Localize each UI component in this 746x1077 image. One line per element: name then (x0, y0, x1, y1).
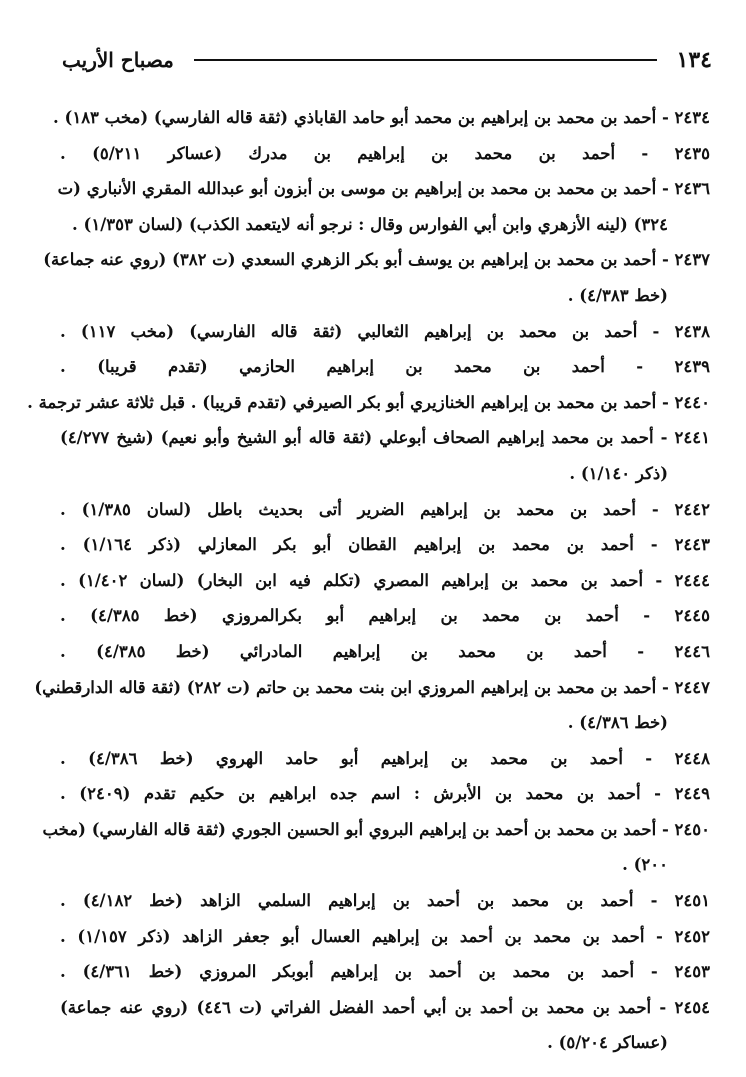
entry-line: ٢٤٣٤ - أحمد بن محمد بن إبراهيم بن محمد أبو حامد القاباذي (ثقة قاله الفارسي) (مخب ١٨٣) . (53, 108, 710, 127)
entry-line: ٢٤٥٢ - أحمد بن محمد بن أحمد بن إبراهيم العسال أبو جعفر الزاهد (ذكر ١/١٥٧) . (60, 926, 710, 946)
running-title: مصباح الأريب (62, 48, 174, 72)
entry-list (27, 100, 711, 1061)
header-rule (194, 59, 657, 61)
entry-line: ٢٤٣٨ - أحمد بن محمد بن إبراهيم الثعالبي (ثقة قاله الفارسي) (مخب ١١٧) . (60, 321, 711, 341)
entry-continuation-line: (عساكر ٥/٢٠٤) . (547, 1033, 668, 1053)
entry-continuation-line: (ذكر ١/١٤٠) . (569, 463, 668, 483)
entry-line: ٢٤٤٩ - أحمد بن محمد بن الأبرش : اسم جده ابراهيم بن حكيم تقدم (٢٤٠٩) . (60, 784, 711, 804)
entry-line: ٢٤٤١ - أحمد بن محمد إبراهيم الصحاف أبوعلي (ثقة قاله أبو الشيخ وأبو نعيم) (شيخ ٤/٢٧٧) (60, 428, 710, 448)
entry-line: ٢٤٥٣ - أحمد بن محمد بن أحمد بن إبراهيم أبوبكر المروزي (خط ٤/٣٦١) . (60, 962, 710, 982)
entry-line: ٢٤٣٥ - أحمد بن محمد بن إبراهيم بن مدرك (عساكر ٥/٢١١) . (60, 143, 711, 163)
entry-line: ٢٤٤٣ - أحمد بن محمد بن إبراهيم القطان أبو بكر المعازلي (ذكر ١/١٦٤) . (60, 535, 711, 555)
entry-line: ٢٤٤٥ - أحمد بن محمد بن إبراهيم أبو بكرالمروزي (خط ٤/٣٨٥) . (60, 606, 710, 626)
page-number: ١٣٤ (676, 47, 712, 73)
entry-line: ٢٤٤٧ - أحمد بن محمد بن إبراهيم المروزي ابن بنت محمد بن حاتم (ت ٢٨٢) (ثقة قاله الدارقطني) (34, 677, 710, 697)
entry-continuation-line: (خط ٤/٣٨٣) . (567, 285, 668, 305)
entry-continuation-line: ٢٠٠) . (622, 855, 668, 875)
entry-line: ٢٤٤٠ - أحمد بن محمد بن إبراهيم الخنازيري أبو بكر الصيرفي (تقدم قريبا) . قبل ثلاثة عشر ترجمة . (27, 392, 710, 412)
entry-line: ٢٤٣٦ - أحمد بن محمد بن محمد بن إبراهيم بن موسى بن أبزون أبو عبدالله المقري الأنباري (ت (57, 179, 710, 199)
entry-continuation-line: ٣٢٤) (لينه الأزهري وابن أبي الفوارس وقال : نرجو أنه لايتعمد الكذب) (لسان ١/٣٥٣) . (72, 214, 668, 234)
entry-continuation-line: (خط ٤/٣٨٦) . (567, 713, 668, 733)
entry-line: ٢٤٣٧ - أحمد بن محمد بن إبراهيم بن يوسف أبو بكر الزهري السعدي (ت ٣٨٢) (روي عنه جماعة) (43, 250, 710, 270)
entry-line: ٢٤٤٤ - أحمد بن محمد بن إبراهيم المصري (تكلم فيه ابن البخار) (لسان ١/٤٠٢) . (60, 570, 710, 590)
entry-line: ٢٤٥١ - أحمد بن محمد بن أحمد بن إبراهيم السلمي الزاهد (خط ٤/١٨٢) . (60, 891, 711, 911)
entry-line: ٢٤٤٦ - أحمد بن محمد بن إبراهيم المادرائي (خط ٤/٣٨٥) . (60, 641, 710, 661)
entry-line: ٢٤٣٩ - أحمد بن محمد بن إبراهيم الحازمي (تقدم قريبا) . (60, 357, 710, 377)
entry-line: ٢٤٤٨ - أحمد بن محمد بن إبراهيم أبو حامد الهروي (خط ٤/٣٨٦) . (60, 748, 711, 768)
entry-line: ٢٤٤٢ - أحمد بن محمد بن إبراهيم الضرير أتى بحديث باطل (لسان ١/٣٨٥) . (60, 499, 710, 519)
entry-line: ٢٤٥٤ - أحمد بن محمد بن أحمد بن أبي أحمد الفضل الفراتي (ت ٤٤٦) (روي عنه جماعة) (60, 997, 710, 1017)
entry-line: ٢٤٥٠ - أحمد بن محمد بن أحمد بن إبراهيم البروي أبو الحسين الجوري (ثقة قاله الفارسي) (مخب (42, 819, 710, 839)
page-header (62, 42, 712, 78)
